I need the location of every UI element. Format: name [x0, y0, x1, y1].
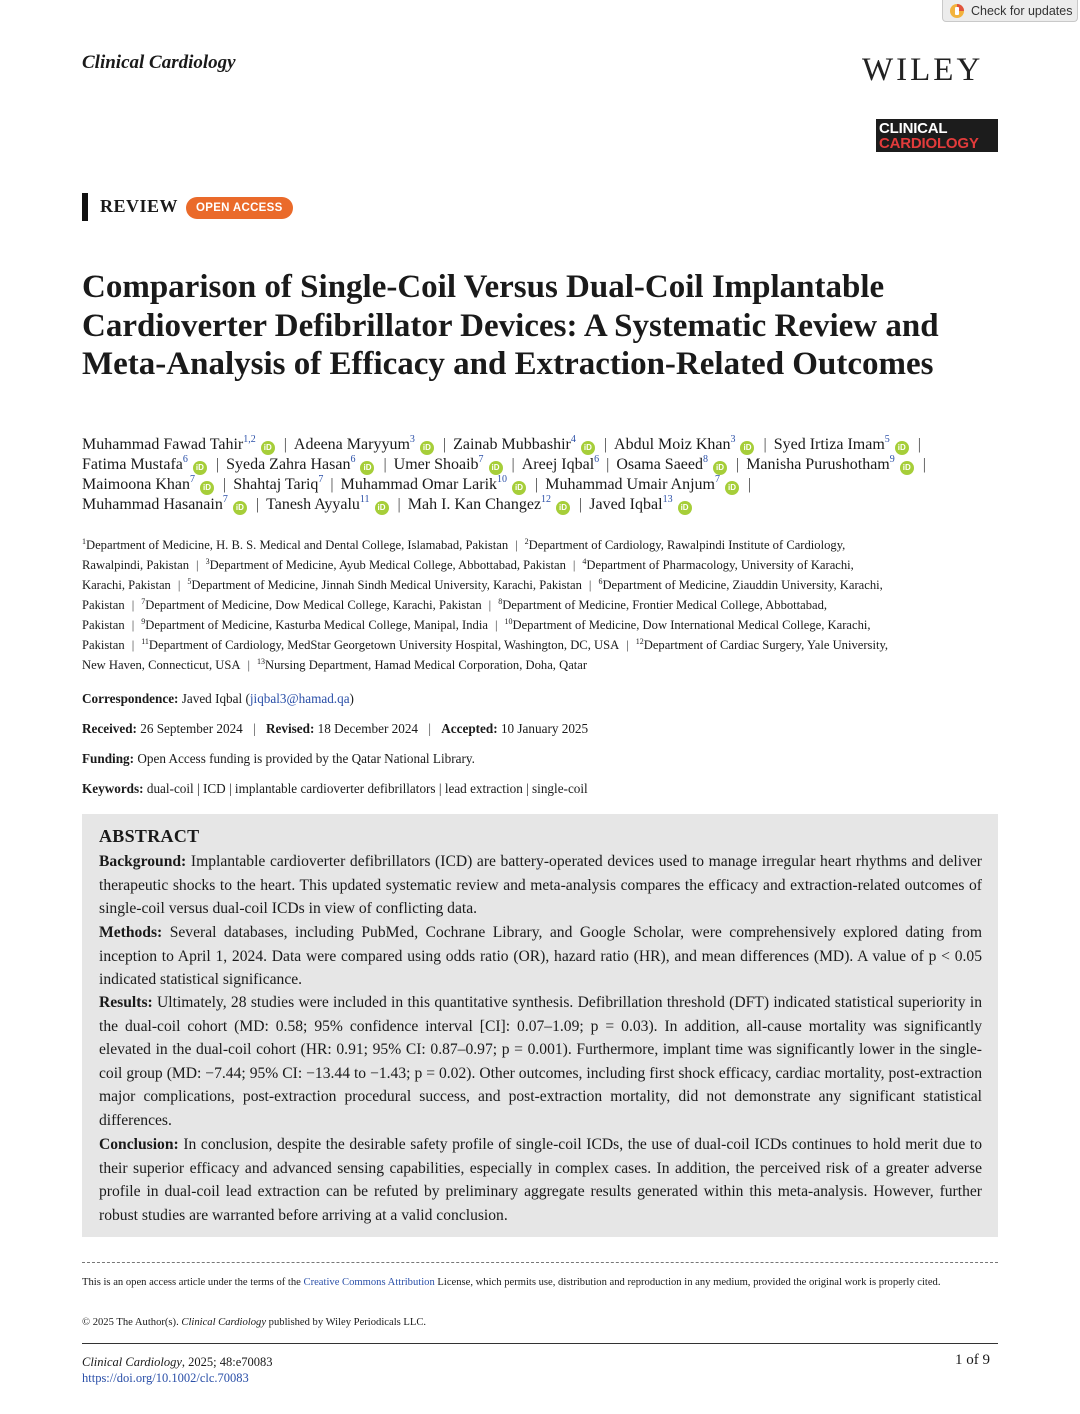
journal-logo-line1: CLINICAL — [879, 120, 948, 137]
affiliation: $^{13}$Nursing Department, Hamad Medical Corporation, Doha, Qatar — [256, 657, 588, 672]
journal-logo — [876, 119, 998, 152]
affiliation: $^{11}$Department of Cardiology, MedStar Georgetown University Hospital, Washington, DC, USA — [141, 637, 620, 652]
accepted-date: 10 January 2025 — [500, 721, 589, 736]
author-name[interactable]: Fatima Mustafa$^6$ — [82, 454, 188, 473]
author-separator: | — [397, 496, 401, 513]
author-name[interactable]: Zainab Mubbashir$^4$ — [453, 434, 576, 453]
affiliation-number: 11 — [141, 637, 149, 646]
affiliation-number: 5 — [187, 577, 192, 586]
author-separator: | — [917, 436, 921, 453]
affiliation-line — [82, 595, 1002, 615]
affiliation-separator: | — [131, 598, 135, 612]
author-affiliation-ref: 7 — [222, 494, 228, 505]
affiliation-number: 13 — [256, 657, 265, 666]
abstract-conclusion-label: Conclusion: — [99, 1136, 179, 1153]
author-separator: | — [222, 476, 227, 493]
affiliation: $^{10}$Department of Medicine, Dow International Medical College, Karachi, — [504, 617, 871, 632]
affiliation-number: 12 — [635, 637, 644, 646]
author-name[interactable]: Shahtaj Tariq$^7$ — [233, 474, 324, 493]
abstract-results-label: Results: — [99, 994, 153, 1011]
keyword-separator: | — [225, 781, 235, 796]
author-line — [82, 455, 1002, 475]
author-line — [82, 495, 1002, 515]
orcid-icon[interactable]: iD — [678, 501, 692, 515]
affiliation-number: 1 — [82, 537, 86, 546]
revised-date: 18 December 2024 — [317, 721, 419, 736]
abstract-methods-label: Methods: — [99, 924, 163, 941]
author-separator: | — [606, 456, 610, 473]
affiliation: $^4$Department of Pharmacology, University of Karachi, — [582, 557, 854, 572]
orcid-icon[interactable]: iD — [261, 441, 275, 455]
keyword: implantable cardioverter defibrillators — [234, 781, 436, 796]
orcid-icon[interactable]: iD — [740, 441, 754, 455]
orcid-icon[interactable]: iD — [581, 441, 595, 455]
orcid-icon[interactable]: iD — [725, 481, 739, 495]
author-affiliation-ref: 7 — [189, 474, 195, 485]
citation — [82, 1354, 273, 1386]
abstract-conclusion-text: In conclusion, despite the desirable safety profile of single-coil ICDs, the use of dual-coil ICDs continues to hold merit due to their superior efficacy and advanced sensing capabilities, especially in complex cases. In addition, the perceived risk of a greater adverse profile in dual-coil lead extraction can be refuted by preliminary aggregate results generated within this meta-analysis. However, further robust studies are warranted before arriving at a valid conclusion. — [99, 1136, 982, 1224]
correspondence: Correspondence: Javed Iqbal (jiqbal3@hamad.qa) — [82, 691, 354, 706]
affiliation-separator: | — [247, 658, 250, 672]
affiliation-separator: | — [626, 638, 629, 652]
check-for-updates-icon — [949, 3, 965, 19]
affiliation-number: 4 — [582, 557, 587, 566]
author-name[interactable]: Osama Saeed$^8$ — [616, 454, 708, 473]
affiliation: $^1$Department of Medicine, H. B. S. Medical and Dental College, Islamabad, Pakistan — [82, 537, 509, 552]
affiliation-line — [82, 635, 1002, 655]
affiliation-number: 6 — [598, 577, 603, 586]
author-affiliation-ref: 9 — [889, 454, 895, 465]
citation-volume: , 2025; 48:e70083 — [181, 1355, 273, 1369]
orcid-icon[interactable]: iD — [489, 461, 503, 475]
author-affiliation-ref: 10 — [497, 474, 508, 485]
affiliation-separator: | — [131, 638, 135, 652]
author-affiliation-ref: 6 — [350, 454, 356, 465]
check-for-updates-label: Check for updates — [971, 3, 1073, 18]
affiliation: $^9$Department of Medicine, Kasturba Medical College, Manipal, India — [141, 617, 488, 632]
orcid-icon[interactable]: iD — [556, 501, 570, 515]
author-separator: | — [922, 456, 926, 473]
affiliation: Pakistan — [82, 598, 125, 612]
author-name[interactable]: Maimoona Khan$^7$ — [82, 474, 195, 493]
affiliation: $^7$Department of Medicine, Dow Medical College, Karachi, Pakistan — [141, 597, 482, 612]
author-name[interactable]: Muhammad Hasanain$^7$ — [82, 494, 228, 513]
license-note — [82, 1273, 1000, 1292]
received-label: Received: — [82, 721, 137, 736]
affiliation: Karachi, Pakistan — [82, 578, 171, 592]
doi-link[interactable]: https://doi.org/10.1002/clc.70083 — [82, 1371, 249, 1385]
orcid-icon[interactable]: iD — [193, 461, 207, 475]
affiliation-list — [82, 535, 1002, 675]
affiliation-number: 9 — [141, 617, 146, 626]
copyright-text-end: published by Wiley Periodicals LLC. — [266, 1317, 427, 1328]
affiliation: $^8$Department of Medicine, Frontier Medical College, Abbottabad, — [498, 597, 828, 612]
author-separator: | — [442, 436, 447, 453]
author-separator: | — [283, 436, 287, 453]
abstract-methods-text: Several databases, including PubMed, Cochrane Library, and Google Scholar, were comprehensively explored dating from inception to April 1, 2024. Data were compared using odds ratio (OR), hazard ratio (HR), and mean differences (MD). A value of p < 0.05 indicated statistical significance. — [99, 924, 982, 989]
affiliation-separator: | — [494, 618, 498, 632]
keywords — [82, 780, 588, 798]
author-name[interactable]: Abdul Moiz Khan$^3$ — [614, 434, 736, 453]
author-name[interactable]: Muhammad Omar Larik$^{10}$ — [340, 474, 508, 493]
orcid-icon[interactable]: iD — [375, 501, 389, 515]
affiliation-line — [82, 555, 1002, 575]
check-for-updates-badge[interactable] — [942, 0, 1078, 22]
author-affiliation-ref: 1,2 — [243, 434, 256, 445]
author-separator: | — [255, 496, 260, 513]
affiliation: $^{12}$Department of Cardiac Surgery, Yale University, — [635, 637, 889, 652]
orcid-icon[interactable]: iD — [713, 461, 727, 475]
license-link[interactable]: Creative Commons Attribution — [303, 1277, 435, 1288]
affiliation: Pakistan — [82, 638, 125, 652]
article-dates: Received: 26 September 2024 | Revised: 18 December 2024 | Accepted: 10 January 2025 — [82, 721, 589, 736]
author-line — [82, 435, 1002, 455]
author-line — [82, 475, 1002, 495]
author-separator: | — [535, 476, 539, 493]
abstract-background-label: Background: — [99, 853, 187, 870]
affiliation-separator: | — [515, 538, 518, 552]
affiliation-separator: | — [572, 558, 576, 572]
affiliation-line — [82, 575, 1002, 595]
author-name[interactable]: Areej Iqbal$^6$ — [521, 454, 600, 473]
affiliation-number: 10 — [504, 617, 513, 626]
keywords-label: Keywords: — [82, 781, 144, 796]
footer-rule — [82, 1343, 998, 1344]
keyword: lead extraction — [444, 781, 523, 796]
author-separator: | — [511, 456, 515, 473]
author-name[interactable]: Umer Shoaib$^7$ — [393, 454, 484, 473]
license-text-start: This is an open access article under the terms of the — [82, 1277, 304, 1288]
author-affiliation-ref: 3 — [409, 434, 415, 445]
author-affiliation-ref: 7 — [478, 454, 484, 465]
affiliation-line — [82, 615, 1002, 635]
affiliation: Rawalpindi, Pakistan — [82, 558, 190, 572]
affiliation-separator: | — [488, 598, 492, 612]
affiliation: New Haven, Connecticut, USA — [82, 658, 241, 672]
article-type-marker — [82, 193, 88, 221]
author-name[interactable]: Tanesh Ayyalu$^{11}$ — [266, 494, 370, 513]
author-name[interactable]: Mah I. Kan Changez$^{12}$ — [407, 494, 552, 513]
footer-divider — [82, 1262, 998, 1263]
author-affiliation-ref: 3 — [730, 434, 736, 445]
affiliation-separator: | — [131, 618, 135, 632]
affiliation: Pakistan — [82, 618, 125, 632]
keyword: dual-coil — [146, 781, 194, 796]
author-name[interactable]: Adeena Maryyum$^3$ — [293, 434, 415, 453]
author-affiliation-ref: 13 — [662, 494, 673, 505]
keyword-separator: | — [435, 781, 445, 796]
copyright-text-start: © 2025 The Author(s). — [82, 1317, 182, 1328]
affiliation-separator: | — [196, 558, 199, 572]
keyword: ICD — [202, 781, 226, 796]
publisher-logo: WILEY — [862, 52, 984, 88]
page-number: 1 of 9 — [955, 1352, 990, 1368]
abstract-results-text: Ultimately, 28 studies were included in this quantitative synthesis. Defibrillation threshold (DFT) indicated statistical superiority in the dual-coil cohort (MD: 0.58; 95% confidence interval [CI]: 0.07–1.09; p = 0.03). In addition, all-cause mortality was significantly elevated in the dual-coil cohort (HR: 0.91; 95% CI: 0.87–0.97; p = 0.001). Furthermore, implant time was significantly lower in the single-coil group (MD: −7.44; 95% CI: −13.44 to −1.43; p = 0.02). Other outcomes, including first shock efficacy, cardiac mortality, post-extraction major complications, post-extraction procedural success, and post-extraction mortality, did not demonstrate any significant statistical differences. — [99, 994, 982, 1129]
author-affiliation-ref: 5 — [884, 434, 890, 445]
author-separator: | — [748, 476, 752, 493]
affiliation: $^3$Department of Medicine, Ayub Medical College, Abbottabad, Pakistan — [205, 557, 566, 572]
funding — [82, 750, 475, 768]
orcid-icon[interactable]: iD — [233, 501, 247, 515]
open-access-badge: OPEN ACCESS — [186, 197, 293, 219]
article-type: REVIEW — [100, 196, 179, 216]
author-affiliation-ref: 7 — [318, 474, 324, 485]
funding-text: Open Access funding is provided by the Qatar National Library. — [137, 751, 475, 766]
affiliation: $^5$Department of Medicine, Jinnah Sindh Medical University, Karachi, Pakistan — [187, 577, 582, 592]
affiliation-number: 8 — [498, 597, 503, 606]
revised-label: Revised: — [266, 721, 315, 736]
affiliation-number: 7 — [141, 597, 146, 606]
affiliation-number: 3 — [205, 557, 210, 566]
author-affiliation-ref: 11 — [359, 494, 370, 505]
keyword-list — [147, 781, 588, 796]
author-name[interactable]: Syed Irtiza Imam$^5$ — [773, 434, 890, 453]
author-name[interactable]: Muhammad Umair Anjum$^7$ — [545, 474, 720, 493]
author-name[interactable]: Syeda Zahra Hasan$^6$ — [226, 454, 356, 473]
correspondence-label: Correspondence: — [82, 691, 179, 706]
accepted-label: Accepted: — [441, 721, 498, 736]
author-separator: | — [763, 436, 767, 453]
author-name[interactable]: Muhammad Fawad Tahir$^{1,2}$ — [82, 434, 256, 453]
citation-journal: Clinical Cardiology — [82, 1355, 182, 1369]
orcid-icon[interactable]: iD — [512, 481, 526, 495]
author-separator: | — [736, 456, 740, 473]
affiliation: $^6$Department of Medicine, Ziauddin University, Karachi, — [598, 577, 883, 592]
abstract-background-text: Implantable cardioverter defibrillators (ICD) are battery-operated devices used to manage irregular heart rhythms and deliver therapeutic shocks to the heart. This updated systematic review and meta-analysis compares the efficacy and extraction-related outcomes of single-coil versus dual-coil ICDs in view of conflicting data. — [99, 853, 982, 918]
funding-label: Funding: — [82, 751, 135, 766]
abstract-methods — [99, 921, 982, 992]
author-affiliation-ref: 12 — [541, 494, 552, 505]
orcid-icon[interactable]: iD — [200, 481, 214, 495]
author-separator: | — [330, 476, 334, 493]
license-text-end: License, which permits use, distribution and reproduction in any medium, provided the original work is properly cited. — [434, 1277, 941, 1288]
author-name[interactable]: Manisha Purushotham$^9$ — [746, 454, 895, 473]
orcid-icon[interactable]: iD — [895, 441, 909, 455]
affiliation: $^2$Department of Cardiology, Rawalpindi Institute of Cardiology, — [524, 537, 846, 552]
author-separator: | — [603, 436, 608, 453]
copyright-journal: Clinical Cardiology — [181, 1317, 267, 1328]
author-affiliation-ref: 4 — [570, 434, 576, 445]
author-name[interactable]: Javed Iqbal$^{13}$ — [589, 494, 673, 513]
copyright-note — [82, 1313, 1000, 1332]
author-affiliation-ref: 7 — [715, 474, 720, 485]
orcid-icon[interactable]: iD — [360, 461, 374, 475]
abstract-results — [99, 991, 982, 1133]
affiliation-line — [82, 535, 1002, 555]
author-affiliation-ref: 6 — [182, 454, 188, 465]
author-list — [82, 435, 1002, 515]
correspondence-email-link[interactable]: jiqbal3@hamad.qa — [249, 691, 350, 706]
orcid-icon[interactable]: iD — [420, 441, 434, 455]
affiliation-line — [82, 655, 1002, 675]
keyword: single-coil — [532, 781, 588, 796]
author-separator: | — [579, 496, 583, 513]
abstract-background — [99, 850, 982, 921]
author-separator: | — [383, 456, 387, 473]
author-separator: | — [215, 456, 220, 473]
article-title: Comparison of Single-Coil Versus Dual-Coil Implantable Cardioverter Defibrillator Devices: A Systematic Review and Meta-Analysis of Efficacy and Extraction-Related Outcomes — [82, 269, 939, 382]
affiliation-separator: | — [588, 578, 592, 592]
journal-name: Clinical Cardiology — [82, 52, 236, 73]
keyword-separator: | — [522, 781, 533, 796]
abstract-heading: ABSTRACT — [99, 826, 200, 846]
received-date: 26 September 2024 — [140, 721, 243, 736]
abstract-conclusion — [99, 1133, 982, 1227]
journal-logo-line2: CARDIOLOGY — [879, 135, 979, 152]
author-affiliation-ref: 6 — [594, 454, 600, 465]
keyword-separator: | — [193, 781, 203, 796]
affiliation-number: 2 — [524, 537, 529, 546]
affiliation-separator: | — [177, 578, 181, 592]
orcid-icon[interactable]: iD — [900, 461, 914, 475]
author-affiliation-ref: 8 — [703, 454, 708, 465]
correspondence-name: Javed Iqbal — [181, 691, 243, 706]
